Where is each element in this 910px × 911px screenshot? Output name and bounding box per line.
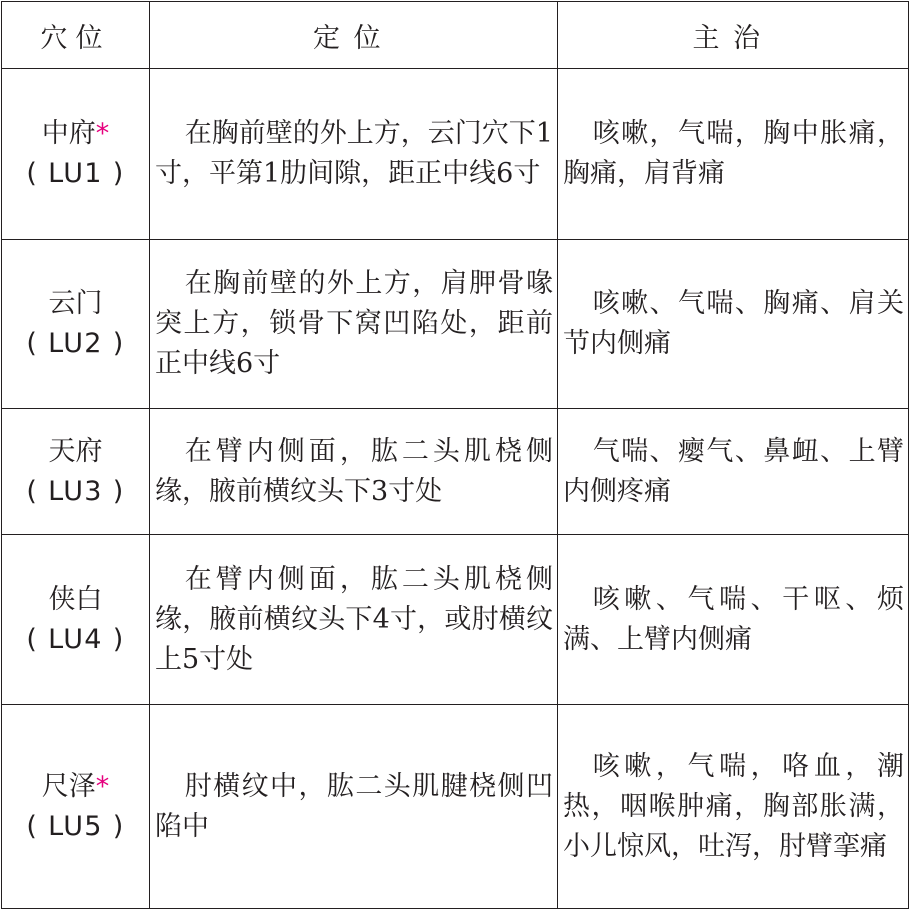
point-name: 中府 bbox=[41, 118, 96, 149]
point-code: ( LU2 ) bbox=[26, 328, 125, 359]
point-cell bbox=[2, 705, 150, 909]
location-cell: 在胸前壁的外上方，肩胛骨喙突上方，锁骨下窝凹陷处，距前正中线6寸 bbox=[150, 240, 558, 409]
key-point-star: * bbox=[95, 118, 110, 149]
indication-cell: 气喘、瘿气、鼻衄、上臂内侧疼痛 bbox=[558, 409, 909, 535]
location-cell: 在臂内侧面，肱二头肌桡侧缘，腋前横纹头下4寸，或肘横纹上5寸处 bbox=[150, 535, 558, 705]
indication-cell: 咳嗽、气喘、胸痛、肩关节内侧痛 bbox=[558, 240, 909, 409]
location-cell: 在胸前壁的外上方，云门穴下1寸，平第1肋间隙，距正中线6寸 bbox=[150, 69, 558, 240]
acupoint-table bbox=[1, 1, 909, 909]
header-indication: 主治 bbox=[558, 2, 909, 69]
table-row bbox=[2, 705, 909, 909]
point-code: ( LU4 ) bbox=[26, 623, 125, 655]
indication-cell: 咳嗽、气喘、干呕、烦满、上臂内侧痛 bbox=[558, 535, 909, 705]
table-row bbox=[2, 69, 909, 240]
header-location: 定位 bbox=[150, 2, 558, 69]
table-row bbox=[2, 240, 909, 409]
point-name-line bbox=[2, 284, 149, 324]
header-row bbox=[2, 2, 909, 69]
indication-cell: 咳嗽，气喘，咯血，潮热，咽喉肿痛，胸部胀满，小儿惊风，吐泻，肘臂挛痛 bbox=[558, 705, 909, 909]
location-cell: 肘横纹中，肱二头肌腱桡侧凹陷中 bbox=[150, 705, 558, 909]
point-name-line bbox=[2, 114, 149, 154]
point-name: 天府 bbox=[48, 435, 103, 467]
point-name: 侠白 bbox=[48, 583, 103, 615]
point-name: 尺泽 bbox=[41, 770, 96, 802]
point-name-line bbox=[2, 580, 149, 620]
table-row bbox=[2, 409, 909, 535]
point-name-line bbox=[2, 767, 149, 807]
point-code: ( LU3 ) bbox=[26, 475, 125, 507]
point-code: ( LU5 ) bbox=[26, 810, 125, 842]
key-point-star: * bbox=[95, 770, 110, 802]
point-cell bbox=[2, 409, 150, 535]
point-code: ( LU1 ) bbox=[26, 158, 125, 189]
location-cell: 在臂内侧面，肱二头肌桡侧缘，腋前横纹头下3寸处 bbox=[150, 409, 558, 535]
header-point: 穴位 bbox=[2, 2, 150, 69]
indication-cell: 咳嗽，气喘，胸中胀痛，胸痛，肩背痛 bbox=[558, 69, 909, 240]
point-name-line bbox=[2, 432, 149, 472]
point-cell bbox=[2, 535, 150, 705]
table-row bbox=[2, 535, 909, 705]
point-cell bbox=[2, 69, 150, 240]
point-name: 云门 bbox=[48, 288, 103, 319]
point-cell bbox=[2, 240, 150, 409]
